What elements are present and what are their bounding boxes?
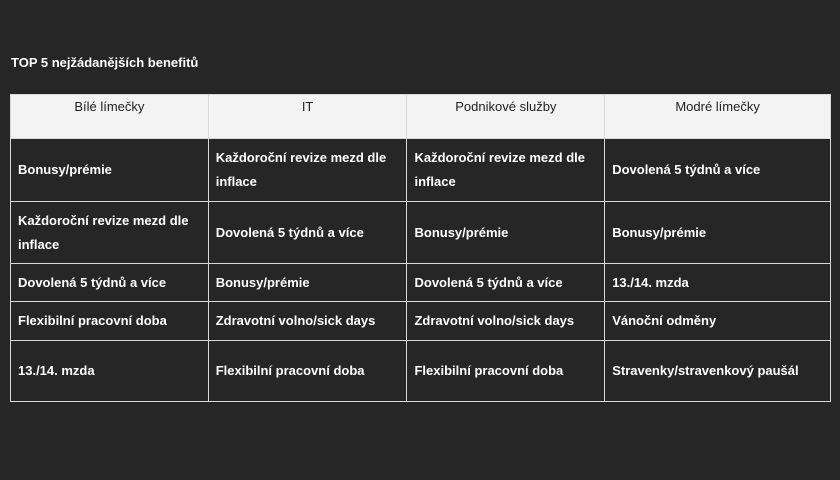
- table-cell: Dovolená 5 týdnů a více: [407, 264, 605, 302]
- page-title: TOP 5 nejžádanějších benefitů: [11, 55, 199, 70]
- table-cell: Dovolená 5 týdnů a více: [605, 139, 831, 202]
- table-cell: Zdravotní volno/sick days: [407, 302, 605, 341]
- table-row: [11, 139, 831, 202]
- table-cell: 13./14. mzda: [605, 264, 831, 302]
- column-header-bile-limecky: Bílé límečky: [11, 95, 209, 139]
- table-cell: 13./14. mzda: [11, 341, 209, 402]
- table-cell: Stravenky/stravenkový paušál: [605, 341, 831, 402]
- table-cell: Bonusy/prémie: [407, 202, 605, 264]
- column-header-modre-limecky: Modré límečky: [605, 95, 831, 139]
- table-cell: Flexibilní pracovní doba: [11, 302, 209, 341]
- table-row: [11, 264, 831, 302]
- benefits-table: [10, 94, 831, 402]
- table-cell: Každoroční revize mezd dle inflace: [208, 139, 407, 202]
- table-cell: Vánoční odměny: [605, 302, 831, 341]
- table-cell: Bonusy/prémie: [11, 139, 209, 202]
- table-cell: Zdravotní volno/sick days: [208, 302, 407, 341]
- table-cell: Flexibilní pracovní doba: [208, 341, 407, 402]
- table-cell: Bonusy/prémie: [208, 264, 407, 302]
- table-cell: Dovolená 5 týdnů a více: [11, 264, 209, 302]
- table-cell: Flexibilní pracovní doba: [407, 341, 605, 402]
- table-header-row: [11, 95, 831, 139]
- table-row: [11, 202, 831, 264]
- column-header-podnikove-sluzby: Podnikové služby: [407, 95, 605, 139]
- table-row: [11, 302, 831, 341]
- table-cell: Dovolená 5 týdnů a více: [208, 202, 407, 264]
- table-cell: Každoroční revize mezd dle inflace: [407, 139, 605, 202]
- table-row: [11, 341, 831, 402]
- table-cell: Každoroční revize mezd dle inflace: [11, 202, 209, 264]
- table-cell: Bonusy/prémie: [605, 202, 831, 264]
- column-header-it: IT: [208, 95, 407, 139]
